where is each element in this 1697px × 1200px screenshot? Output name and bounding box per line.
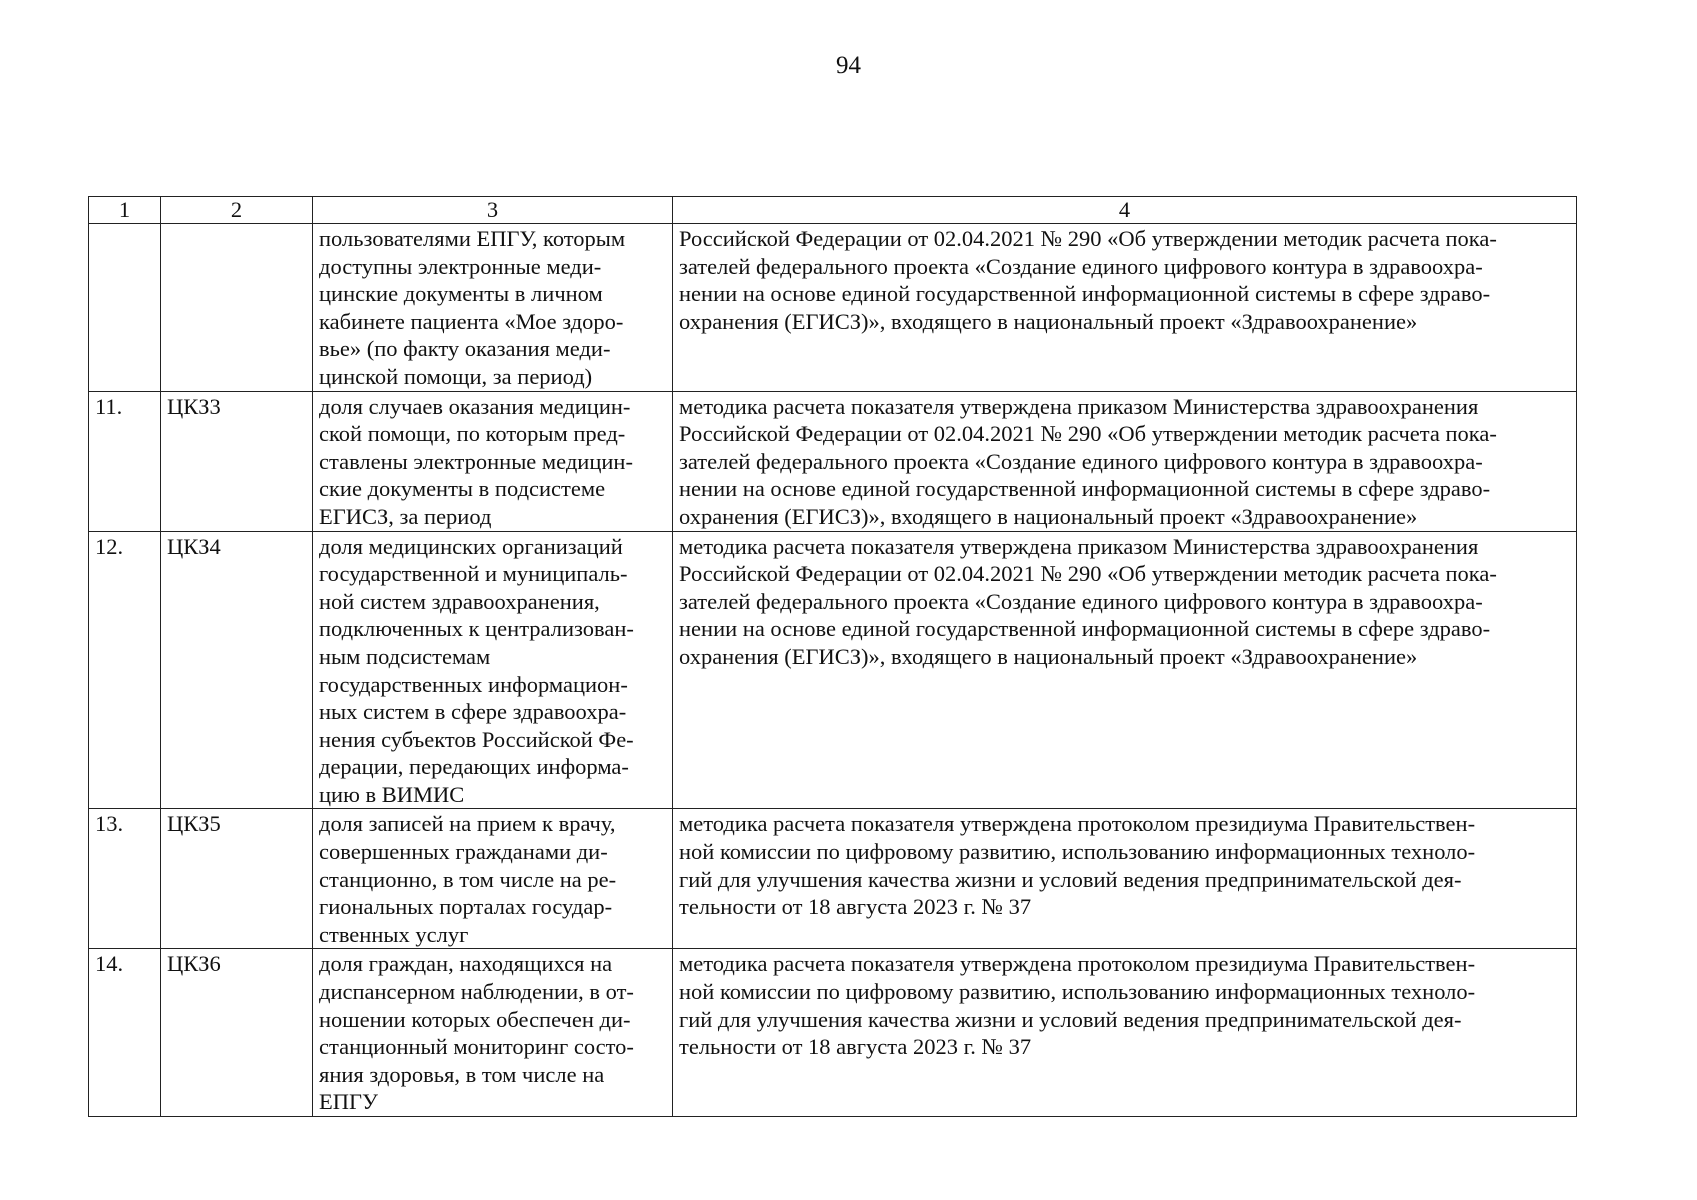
methodology-cell [673,391,1577,531]
table-body [89,224,1577,1117]
indicator-description-cell [313,531,673,809]
description-line: цинской помощи, за период) [319,363,593,389]
description-line: нения субъектов Российской Фе- [319,726,634,752]
description-line: станционно, в том числе на ре- [319,866,617,892]
description-line: станционный мониторинг состо- [319,1034,634,1060]
methodology-cell [673,531,1577,809]
methodology-line: охранения (ЕГИСЗ)», входящего в национальный проект «Здравоохранение» [679,643,1418,669]
indicator-description-cell [313,949,673,1117]
indicator-description-cell [313,224,673,392]
methodology-line: охранения (ЕГИСЗ)», входящего в национальный проект «Здравоохранение» [679,308,1418,334]
description-line: ственных услуг [319,921,469,947]
table-row [89,391,1577,531]
indicator-code-cell [161,224,313,392]
methodology-cell [673,809,1577,949]
indicator-code-cell: ЦКЗ3 [161,391,313,531]
methodology-line: гий для улучшения качества жизни и условий ведения предпринимательской дея- [679,1006,1462,1032]
indicator-description-cell [313,391,673,531]
description-line: цию в ВИМИС [319,781,465,807]
description-line: цинские документы в личном [319,281,603,307]
page-number: 94 [836,52,861,79]
description-line: доля медицинских организаций [319,533,623,559]
indicator-description-cell [313,809,673,949]
table-row [89,949,1577,1117]
description-line: кабинете пациента «Мое здоро- [319,308,624,334]
description-line: вье» (по факту оказания меди- [319,336,611,362]
indicator-code-cell: ЦКЗ5 [161,809,313,949]
description-line: государственной и муниципаль- [319,561,628,587]
description-line: доля случаев оказания медицин- [319,393,631,419]
row-number-cell: 13. [89,809,161,949]
methodology-line: зателей федерального проекта «Создание единого цифрового контура в здравоохра- [679,448,1483,474]
table-row [89,224,1577,392]
methodology-cell [673,224,1577,392]
methodology-line: охранения (ЕГИСЗ)», входящего в национальный проект «Здравоохранение» [679,503,1418,529]
description-line: ЕГИСЗ, за период [319,503,492,529]
description-line: государственных информацион- [319,671,628,697]
description-line: подключенных к централизован- [319,616,634,642]
methodology-line: Российской Федерации от 02.04.2021 № 290 «Об утверждении методик расчета пока- [679,226,1497,251]
row-number-cell: 12. [89,531,161,809]
methodology-line: ной комиссии по цифровому развитию, использованию информационных техноло- [679,979,1476,1005]
methodology-line: тельности от 18 августа 2023 г. № 37 [679,1034,1032,1060]
description-line: ские документы в подсистеме [319,476,606,502]
description-line: ных систем в сфере здравоохра- [319,699,627,725]
methodology-line: Российской Федерации от 02.04.2021 № 290 «Об утверждении методик расчета пока- [679,561,1497,587]
indicator-code-cell: ЦКЗ4 [161,531,313,809]
description-line: ЕПГУ [319,1089,378,1115]
table-header-row [89,197,1577,224]
methodology-line: методика расчета показателя утверждена приказом Министерства здравоохранения [679,533,1479,559]
methodology-line: методика расчета показателя утверждена приказом Министерства здравоохранения [679,393,1479,419]
header-col-3: 3 [313,197,673,224]
methodology-line: нении на основе единой государственной информационной системы в сфере здраво- [679,281,1491,307]
description-line: ной систем здравоохранения, [319,588,600,614]
methodology-line: ной комиссии по цифровому развитию, использованию информационных техноло- [679,839,1476,865]
indicator-table [88,196,1577,1117]
header-col-2: 2 [161,197,313,224]
methodology-line: нении на основе единой государственной информационной системы в сфере здраво- [679,616,1491,642]
description-line: диспансерном наблюдении, в от- [319,979,634,1005]
description-line: пользователями ЕПГУ, которым [319,226,626,251]
description-line: доля граждан, находящихся на [319,951,613,977]
description-line: яния здоровья, в том числе на [319,1061,605,1087]
methodology-line: зателей федерального проекта «Создание единого цифрового контура в здравоохра- [679,588,1483,614]
methodology-line: гий для улучшения качества жизни и условий ведения предпринимательской дея- [679,866,1462,892]
methodology-cell [673,949,1577,1117]
description-line: ской помощи, по которым пред- [319,421,626,447]
methodology-line: зателей федерального проекта «Создание единого цифрового контура в здравоохра- [679,253,1483,279]
description-line: ставлены электронные медицин- [319,448,633,474]
description-line: дерации, передающих информа- [319,754,629,780]
description-line: совершенных гражданами ди- [319,839,608,865]
methodology-line: нении на основе единой государственной информационной системы в сфере здраво- [679,476,1491,502]
description-line: ным подсистемам [319,643,491,669]
methodology-line: Российской Федерации от 02.04.2021 № 290 «Об утверждении методик расчета пока- [679,421,1497,447]
header-col-4: 4 [673,197,1577,224]
description-line: ношении которых обеспечен ди- [319,1006,631,1032]
methodology-line: методика расчета показателя утверждена протоколом президиума Правительствен- [679,811,1476,837]
methodology-line: методика расчета показателя утверждена протоколом президиума Правительствен- [679,951,1476,977]
row-number-cell: 14. [89,949,161,1117]
header-col-1: 1 [89,197,161,224]
row-number-cell: 11. [89,391,161,531]
indicator-code-cell: ЦКЗ6 [161,949,313,1117]
description-line: гиональных порталах государ- [319,894,613,920]
table-row [89,809,1577,949]
description-line: доступны электронные меди- [319,253,602,279]
methodology-line: тельности от 18 августа 2023 г. № 37 [679,894,1032,920]
row-number-cell [89,224,161,392]
table-row [89,531,1577,809]
description-line: доля записей на прием к врачу, [319,811,616,837]
